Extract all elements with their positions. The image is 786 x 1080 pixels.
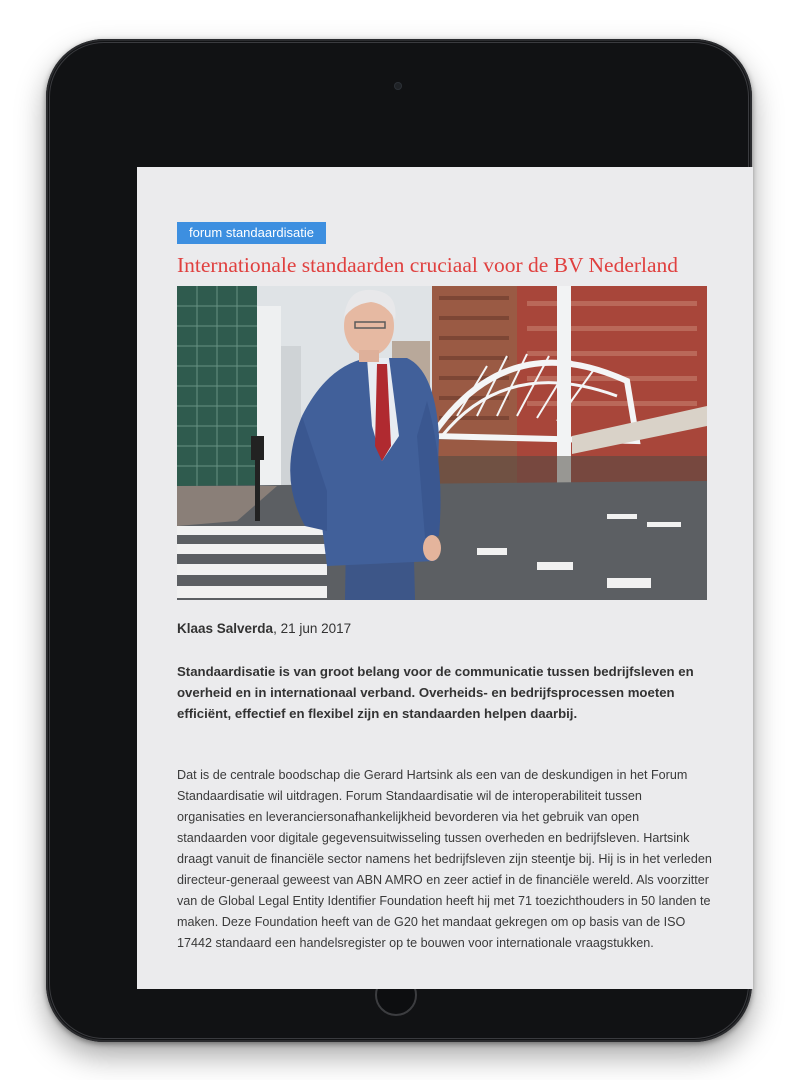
byline [177,621,351,636]
author-name[interactable]: Klaas Salverda [177,621,274,636]
publish-date: , 21 jun 2017 [273,621,352,636]
article-lead: Standaardisatie is van groot belang voor de communicatie tussen bedrijfsleven en overheid en in internationaal verband. Overheids- en bedrijfsprocessen moeten efficiënt, effectief en flexibel zijn en standaarden helpen daarbij. [177,664,694,721]
category-tag[interactable]: forum standaardisatie [177,222,326,244]
screen [137,167,753,989]
hero-photo [177,286,707,600]
article-title: Internationale standaarden cruciaal voor de BV Nederland [177,253,679,277]
article-body: Dat is de centrale boodschap die Gerard Hartsink als een van de deskundigen in het Forum Standaardisatie wil uitdragen. Forum Standaardisatie wil de interoperabiliteit tussen organisaties en leveranciersonafhankelijkheid bevorderen via het gebruik van open standaarden voor digitale gegevensuitwisseling tussen overheden en bedrijfsleven. Hartsink draagt vanuit de financiële sector namens het bedrijfsleven zijn steentje bij. Hij is in het verleden directeur-generaal geweest van ABN AMRO en zeer actief in de financiële wereld. Als voorzitter van de Global Legal Entity Identifier Foundation heeft hij met 71 toezichthouders in 50 landen te maken. Deze Foundation heeft van de G20 het mandaat gekregen om op basis van de ISO 17442 standaard een handelsregister op te bouwen voor internationale vraagstukken. [177,768,712,950]
tablet-device-frame [46,39,752,1042]
front-camera [394,82,402,90]
